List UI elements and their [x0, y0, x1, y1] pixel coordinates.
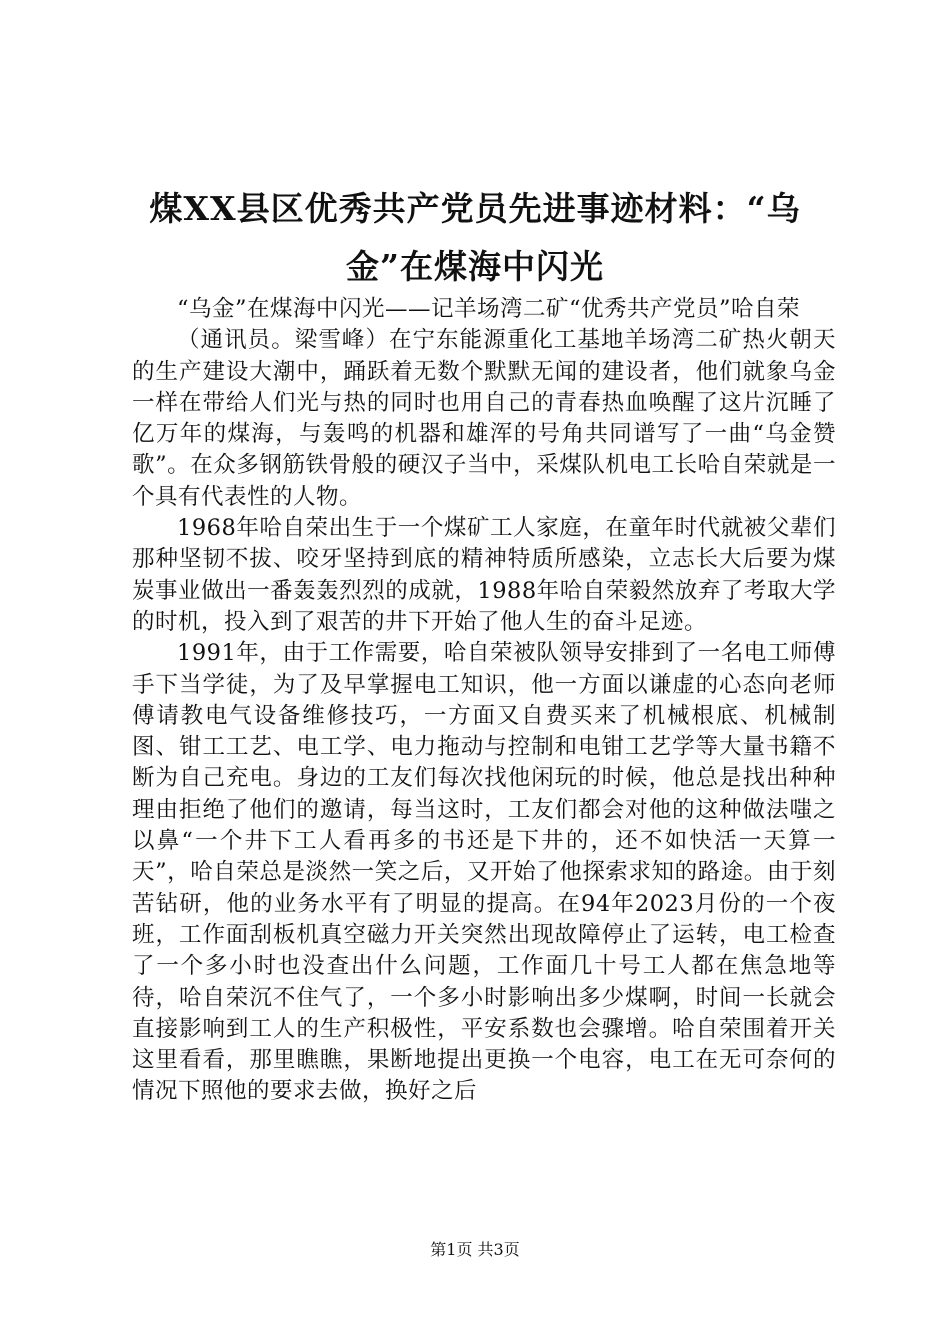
- paragraph-apprenticeship: 1991年，由于工作需要，哈自荣被队领导安排到了一名电工师傅手下当学徒，为了及早掌握电工知识，他一方面以谦虚的心态向老师傅请教电气设备维修技巧，一方面又自费买来了机械根底、机械制图、钳工工艺、电工学、电力拖动与控制和电钳工艺学等大量书籍不断为自己充电。身边的工友们每次找他闲玩的时候，他总是找出种种理由拒绝了他们的邀请，每当这时，工友们都会对他的这种做法嗤之以鼻“一个井下工人看再多的书还是下井的，还不如快活一天算一天”，哈自荣总是淡然一笑之后，又开始了他探索求知的路途。由于刻苦钻研，他的业务水平有了明显的提高。在94年2023月份的一个夜班，工作面刮板机真空磁力开关突然出现故障停止了运转，电工检查了一个多小时也没查出什么问题，工作面几十号工人都在焦急地等待，哈自荣沉不住气了，一个多小时影响出多少煤啊，时间一长就会直接影响到工人的生产积极性，平安系数也会骤增。哈自荣围着开关这里看看，那里瞧瞧，果断地提出更换一个电容，电工在无可奈何的情况下照他的要求去做，换好之后: [132, 640, 836, 1105]
- paragraph-intro: （通讯员。梁雪峰）在宁东能源重化工基地羊场湾二矿热火朝天的生产建设大潮中，踊跃着无数个默默无闻的建设者，他们就象乌金一样在带给人们光与热的同时也用自己的青春热血唤醒了这片沉睡了亿万年的煤海，与轰鸣的机器和雄浑的号角共同谱写了一曲“乌金赞歌”。在众多钢筋铁骨般的硬汉子当中，采煤队机电工长哈自荣就是一个具有代表性的人物。: [132, 327, 836, 510]
- document-title: 煤XX县区优秀共产党员先进事迹材料：“乌金”在煤海中闪光: [149, 189, 801, 286]
- paragraph-background: 1968年哈自荣出生于一个煤矿工人家庭，在童年时代就被父辈们那种坚韧不拔、咬牙坚持到底的精神特质所感染，立志长大后要为煤炭事业做出一番轰轰烈烈的成就，1988年哈自荣毅然放弃了考取大学的时机，投入到了艰苦的井下开始了他人生的奋斗足迹。: [132, 515, 836, 635]
- paragraph-subtitle: “乌金”在煤海中闪光——记羊场湾二矿“优秀共产党员”哈自荣: [177, 296, 801, 322]
- page-number-footer: 第1页 共3页: [430, 1240, 520, 1259]
- document-body: [132, 294, 836, 1108]
